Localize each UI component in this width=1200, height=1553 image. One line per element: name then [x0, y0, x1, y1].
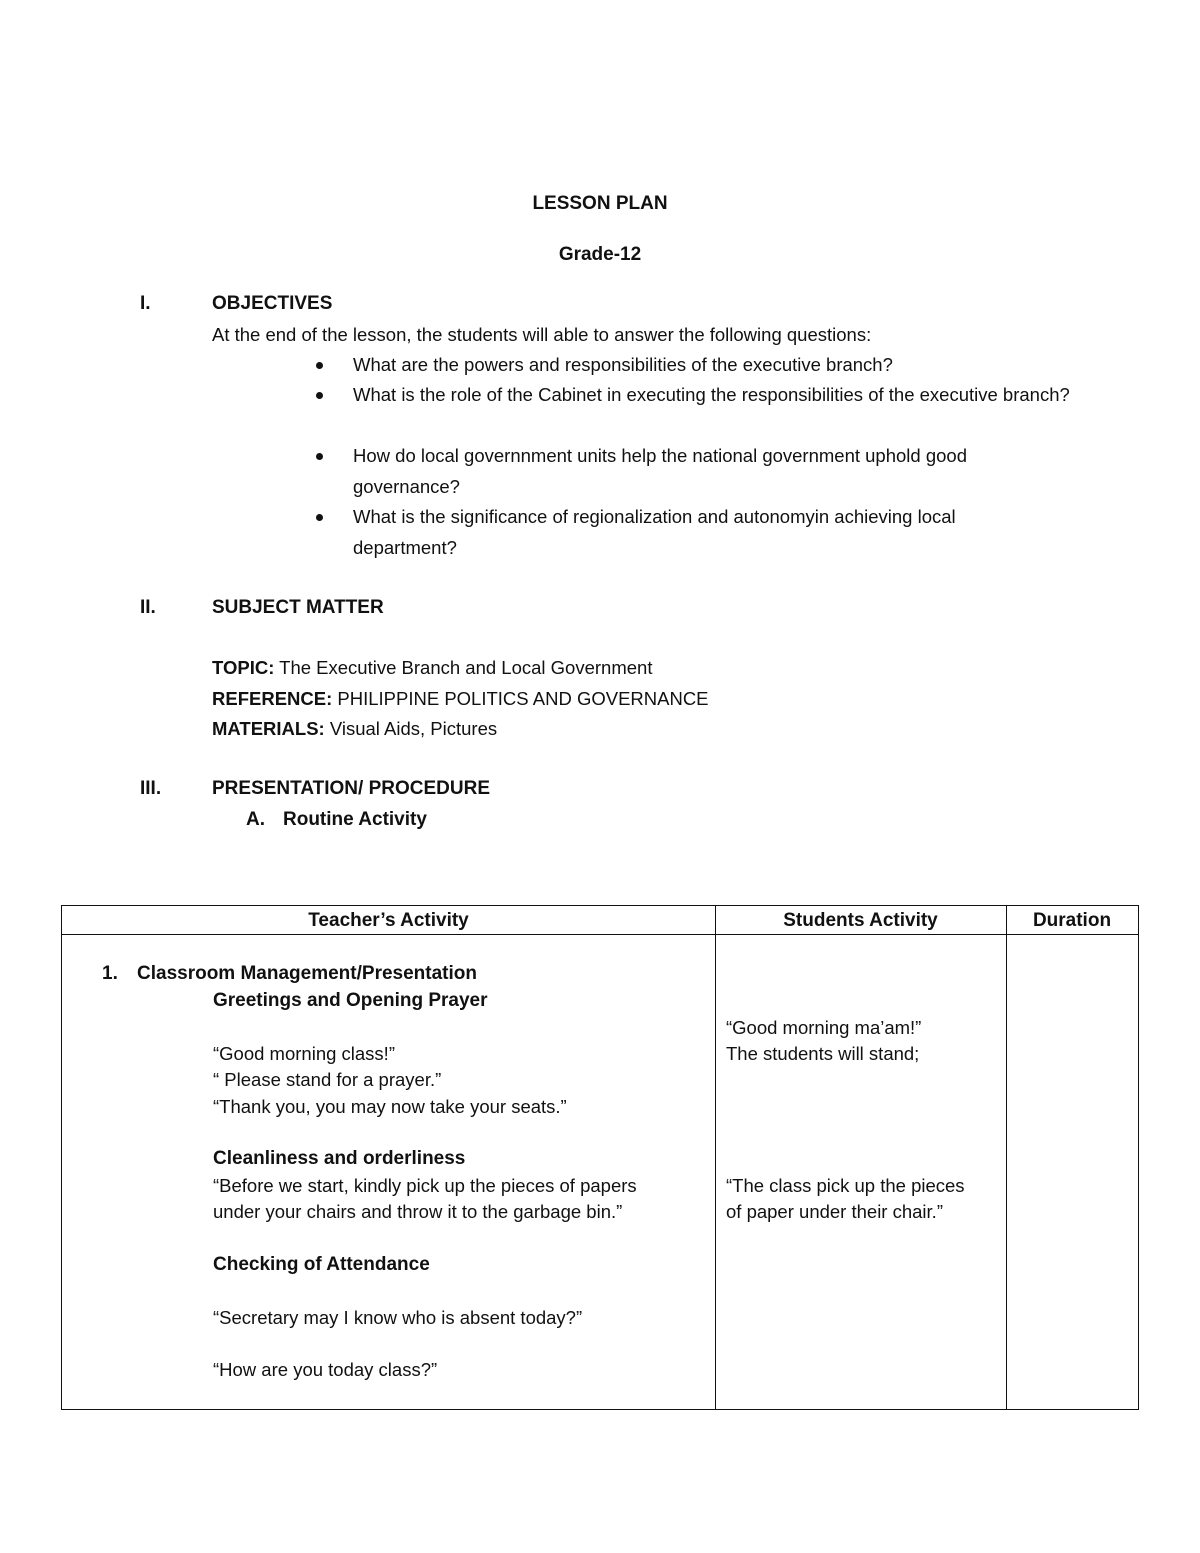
reference-label: REFERENCE: [212, 688, 333, 709]
teacher-clean-line: under your chairs and throw it to the garbage bin.” [213, 1201, 623, 1222]
topic-value: The Executive Branch and Local Government [274, 657, 653, 678]
header-divider [62, 934, 1138, 935]
section-number-subject: II. [140, 597, 156, 618]
reference-value: PHILIPPINE POLITICS AND GOVERNANCE [332, 688, 709, 709]
teacher-how-line: “How are you today class?” [213, 1359, 438, 1380]
bullet-icon [316, 453, 323, 460]
teacher-attendance-line: “Secretary may I know who is absent today?” [213, 1307, 583, 1328]
attendance-title: Checking of Attendance [213, 1254, 430, 1275]
student-greet-line: The students will stand; [726, 1043, 920, 1064]
bullet-icon [316, 362, 323, 369]
bullet-icon [316, 392, 323, 399]
grade-label: Grade-12 [558, 244, 642, 265]
greetings-title: Greetings and Opening Prayer [213, 990, 488, 1011]
materials-value: Visual Aids, Pictures [324, 718, 498, 739]
column-divider [1006, 906, 1007, 1409]
header-duration: Duration [1032, 910, 1112, 931]
section-title-subject: SUBJECT MATTER [212, 597, 384, 618]
activity-table [61, 905, 1139, 1410]
reference-line [212, 688, 709, 710]
document-title: LESSON PLAN [532, 193, 668, 214]
column-divider [715, 906, 716, 1409]
objectives-intro: At the end of the lesson, the students will able to answer the following questions: [212, 324, 872, 345]
subsection-letter: A. [246, 809, 265, 830]
section-number-procedure: III. [140, 778, 162, 799]
cleanliness-title: Cleanliness and orderliness [213, 1148, 466, 1169]
materials-line [212, 718, 497, 740]
topic-line [212, 657, 652, 679]
objective-item: How do local governnment units help the national government uphold good governance? [353, 445, 967, 497]
section-number-objectives: I. [140, 293, 151, 314]
topic-label: TOPIC: [212, 657, 275, 678]
header-students-activity: Students Activity [783, 910, 938, 931]
teacher-clean-line: “Before we start, kindly pick up the pieces of papers [213, 1175, 637, 1196]
objective-item: What are the powers and responsibilities of the executive branch? [353, 354, 893, 375]
section-title-objectives: OBJECTIVES [212, 293, 333, 314]
teacher-greet-line: “Thank you, you may now take your seats.” [213, 1096, 567, 1117]
student-clean-line: “The class pick up the pieces [726, 1175, 965, 1196]
teacher-greet-line: “ Please stand for a prayer.” [213, 1069, 442, 1090]
bullet-icon [316, 514, 323, 521]
student-greet-line: “Good morning ma’am!” [726, 1017, 922, 1038]
item-title: Classroom Management/Presentation [137, 963, 477, 984]
objective-item: What is the role of the Cabinet in executing the responsibilities of the executive branch? [353, 384, 1070, 405]
teacher-greet-line: “Good morning class!” [213, 1043, 395, 1064]
student-clean-line: of paper under their chair.” [726, 1201, 943, 1222]
item-number: 1. [102, 963, 118, 984]
materials-label: MATERIALS: [212, 718, 325, 739]
subsection-title: Routine Activity [283, 809, 427, 830]
objective-item: What is the significance of regionalization and autonomyin achieving local department? [353, 506, 956, 558]
header-teacher-activity: Teacher’s Activity [308, 910, 469, 931]
section-title-procedure: PRESENTATION/ PROCEDURE [212, 778, 490, 799]
